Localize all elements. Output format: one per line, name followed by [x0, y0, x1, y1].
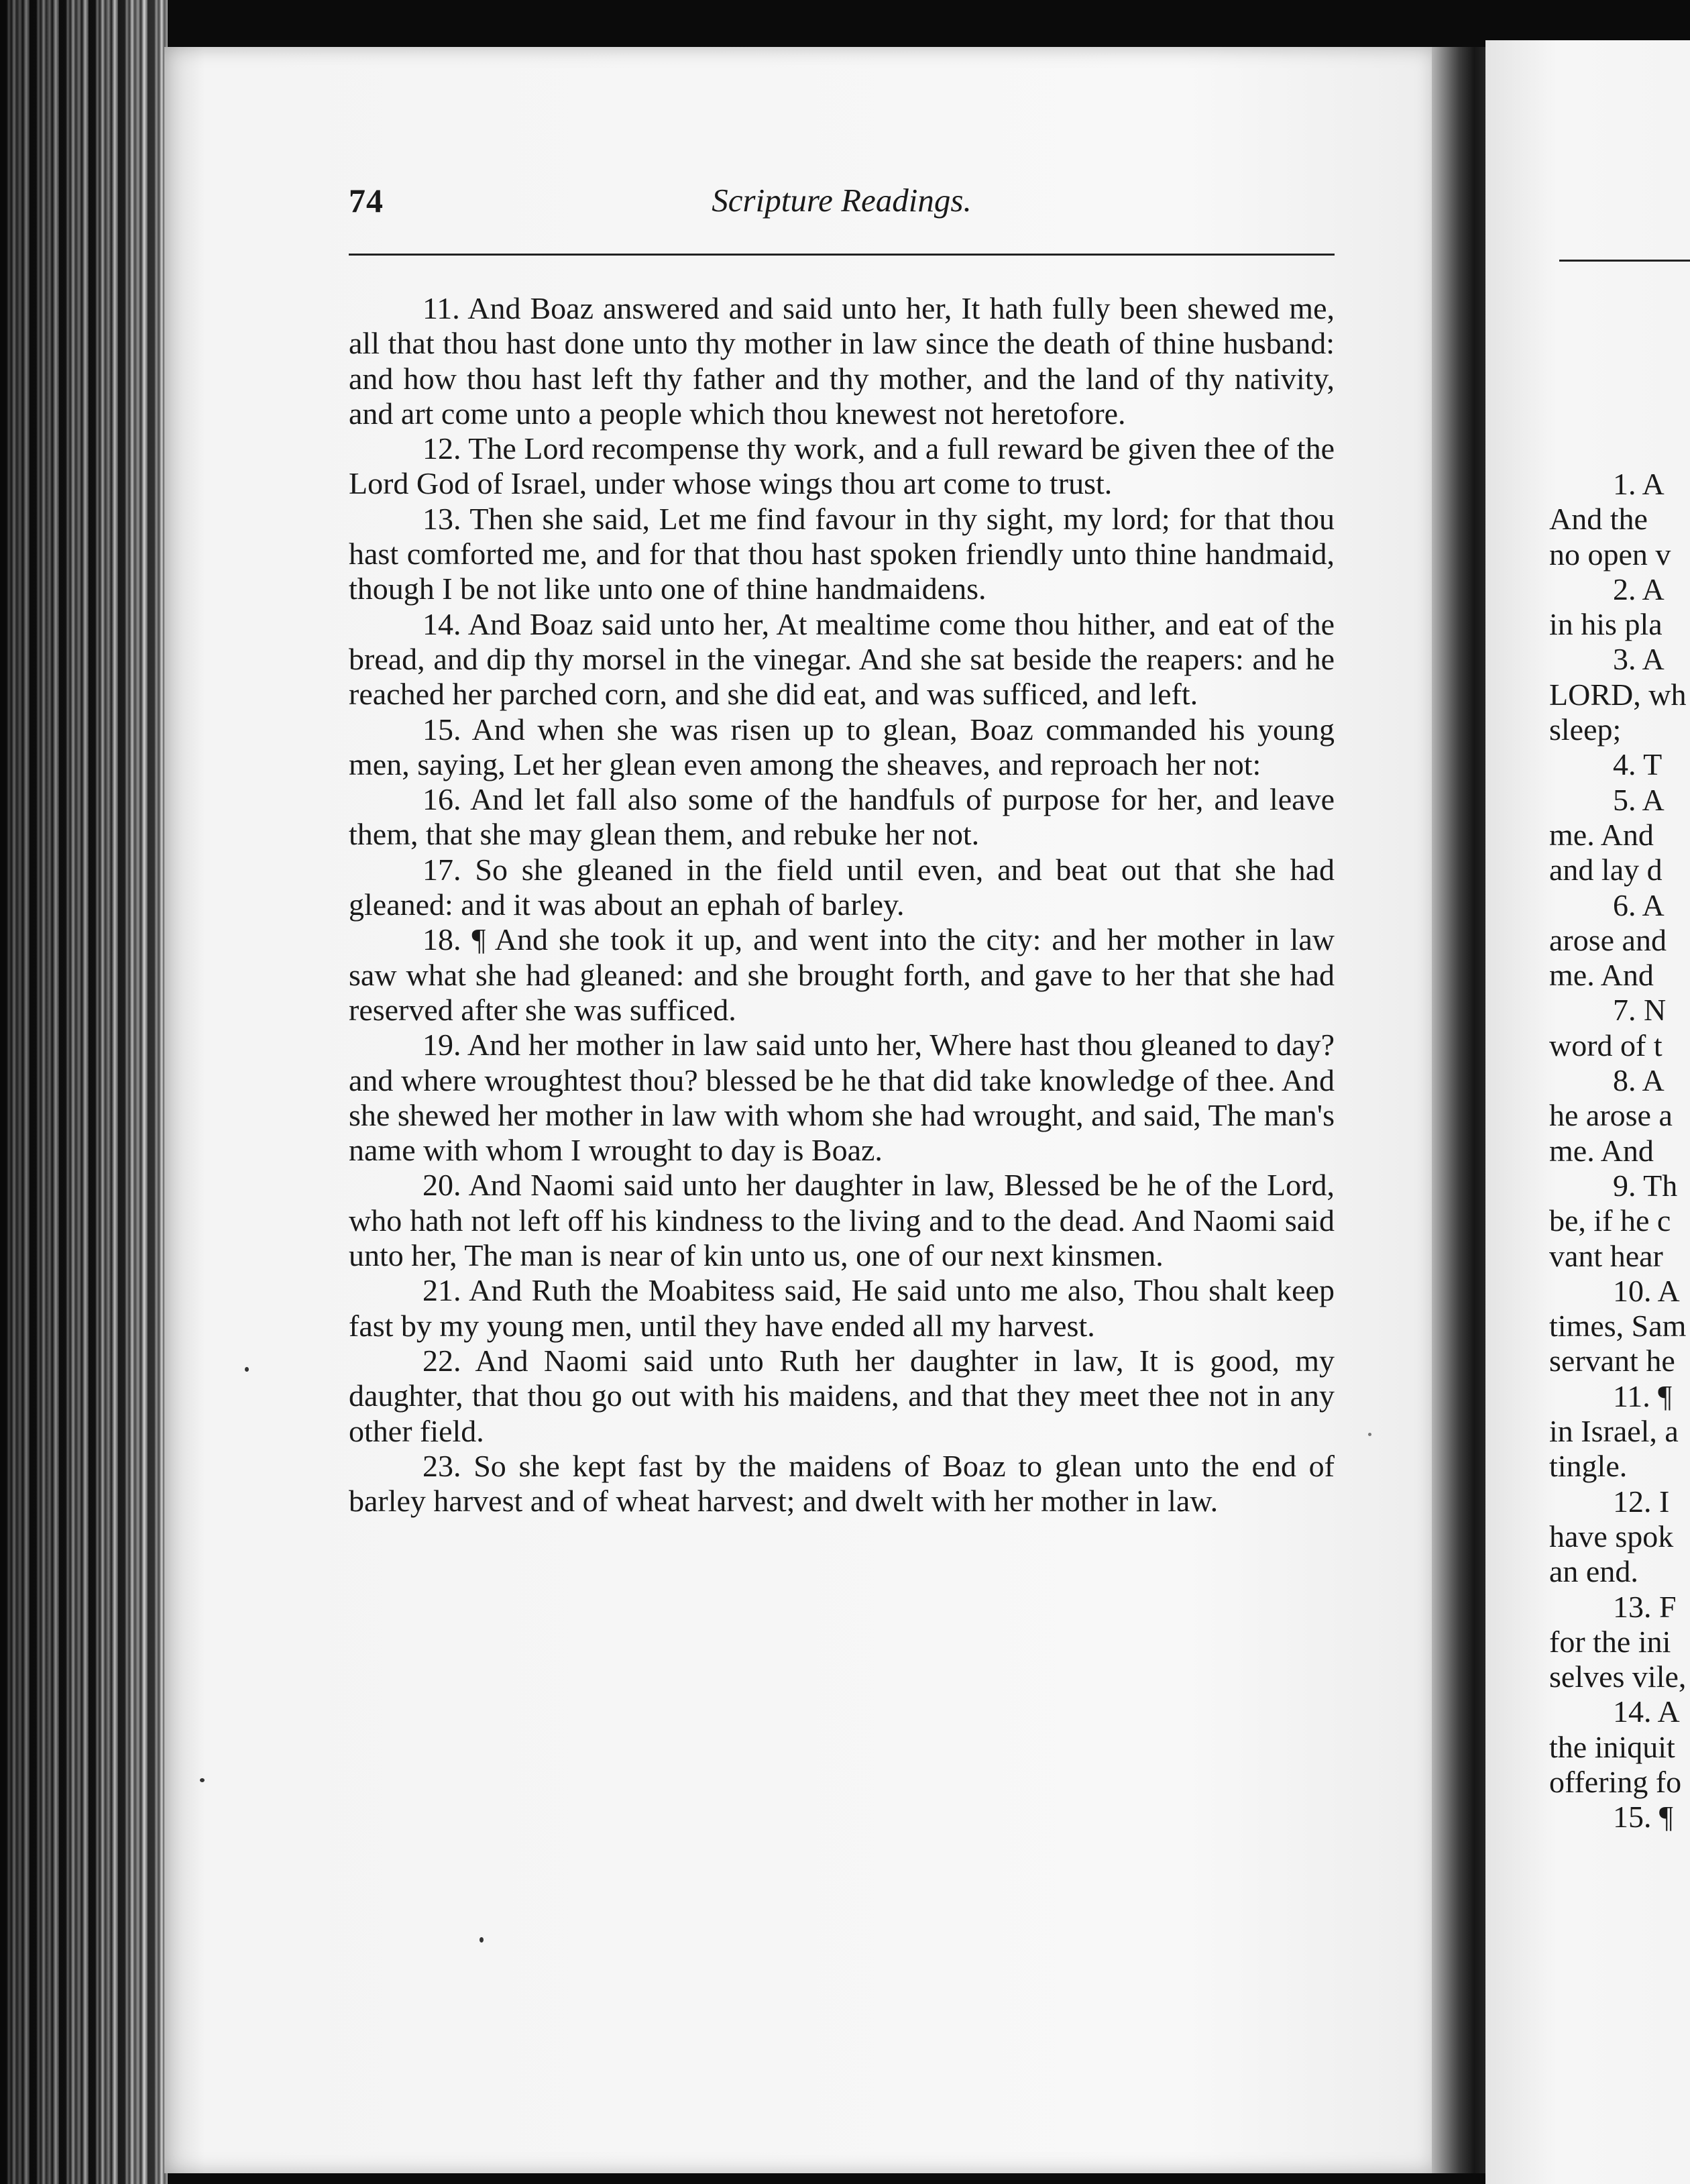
verse: 12. The Lord recompense thy work, and a full reward be given thee of the Lord God of Israel, under whose wings thou art come to trust.: [349, 431, 1335, 501]
print-speck: [480, 1937, 484, 1943]
facing-page-line: 7. N: [1613, 993, 1667, 1028]
facing-page-line: me. And: [1549, 817, 1654, 852]
facing-page-line: 4. T: [1613, 747, 1663, 782]
verse: 23. So she kept fast by the maidens of Boaz to glean unto the end of barley harvest and of wheat harvest; and dwelt with her mother in law.: [349, 1448, 1335, 1519]
facing-page-line: word of t: [1549, 1028, 1663, 1062]
facing-page-line: 8. A: [1613, 1063, 1665, 1098]
facing-page-line: 12. I: [1613, 1484, 1670, 1519]
facing-page-line: an end.: [1549, 1554, 1638, 1589]
book-gutter: [1432, 47, 1492, 2173]
facing-page-text: [1549, 467, 1690, 1835]
facing-page-line: offering fo: [1549, 1764, 1682, 1799]
print-speck: [1368, 1433, 1371, 1436]
page-header: [349, 181, 1335, 235]
page-number: 74: [349, 182, 384, 219]
verse: 18. ¶ And she took it up, and went into the city: and her mother in law saw what she had gleaned: and she brought forth, and gave to her that she had reserved after she was sufficed.: [349, 922, 1335, 1027]
verse: 20. And Naomi said unto her daughter in law, Blessed be he of the Lord, who hath not left off his kindness to the living and to the dead. And Naomi said unto her, The man is near of kin unto us, one of our next kinsmen.: [349, 1168, 1335, 1273]
facing-page-line: me. And: [1549, 958, 1654, 993]
verse: 16. And let fall also some of the handfuls of purpose for her, and leave them, that she may glean them, and rebuke her not.: [349, 782, 1335, 852]
facing-page-line: arose and: [1549, 922, 1667, 957]
facing-page-line: 5. A: [1613, 782, 1665, 817]
facing-page-line: me. And: [1549, 1133, 1654, 1168]
facing-page-line: LORD, wh: [1549, 677, 1687, 712]
facing-page-line: And the: [1549, 502, 1648, 537]
facing-page-line: for the ini: [1549, 1624, 1671, 1659]
verse: 21. And Ruth the Moabitess said, He said unto me also, Thou shalt keep fast by my young men, until they have ended all my harvest.: [349, 1273, 1335, 1343]
book-page-edges: [0, 0, 168, 2184]
running-title: Scripture Readings.: [712, 182, 972, 219]
facing-page-line: 10. A: [1613, 1273, 1680, 1308]
print-speck: [200, 1778, 205, 1782]
header-rule: [349, 254, 1335, 256]
verse: 14. And Boaz said unto her, At mealtime come thou hither, and eat of the bread, and dip thy morsel in the vinegar. And she sat beside the reapers: and he reached her parched corn, and she did eat, and was sufficed, and left.: [349, 606, 1335, 712]
verse: 15. And when she was risen up to glean, Boaz commanded his young men, saying, Let her glean even among the sheaves, and reproach her not:: [349, 712, 1335, 781]
facing-page-line: no open v: [1549, 537, 1671, 571]
facing-page-line: 14. A: [1613, 1694, 1680, 1729]
facing-page-line: selves vile,: [1549, 1659, 1687, 1694]
facing-page-line: vant hear: [1549, 1238, 1663, 1273]
verse: 17. So she gleaned in the field until even, and beat out that she had gleaned: and it was about an ephah of barley.: [349, 852, 1335, 922]
facing-page-line: 9. Th: [1613, 1168, 1678, 1203]
verse-list: [349, 291, 1335, 1519]
facing-page-line: have spok: [1549, 1519, 1674, 1553]
facing-page-line: be, if he c: [1549, 1203, 1671, 1238]
facing-page-header-rule: [1559, 260, 1690, 262]
verse: 11. And Boaz answered and said unto her, It hath fully been shewed me, all that thou hast done unto thy mother in law since the death of thine husband: and how thou hast left thy father and thy mother, and the land of thy nativity, and art come unto a people which thou knewest not heretofore.: [349, 291, 1335, 431]
facing-page-line: in Israel, a: [1549, 1414, 1679, 1449]
facing-page-line: the iniquit: [1549, 1729, 1675, 1764]
facing-page-line: tingle.: [1549, 1449, 1628, 1484]
facing-page-line: 15. ¶: [1613, 1800, 1673, 1835]
facing-page-line: servant he: [1549, 1344, 1675, 1378]
verse: 19. And her mother in law said unto her, Where hast thou gleaned to day? and where wroughtest thou? blessed be he that did take knowledge of thee. And she shewed her mother in law with whom she had wrought, and said, The man's name with whom I wrought to day is Boaz.: [349, 1028, 1335, 1168]
facing-page-line: 2. A: [1613, 571, 1665, 606]
facing-page-line: 13. F: [1613, 1589, 1677, 1624]
facing-page-line: he arose a: [1549, 1098, 1673, 1133]
verse: 22. And Naomi said unto Ruth her daughter in law, It is good, my daughter, that thou go out with his maidens, and that they meet thee not in any other field.: [349, 1343, 1335, 1448]
facing-page-line: sleep;: [1549, 712, 1622, 747]
facing-page-line: times, Sam: [1549, 1309, 1687, 1344]
facing-page-line: in his pla: [1549, 607, 1663, 642]
facing-page-line: 6. A: [1613, 887, 1665, 922]
verse: 13. Then she said, Let me find favour in thy sight, my lord; for that thou hast comforted me, and for that thou hast spoken friendly unto thine handmaid, though I be not like unto one of thine handmaidens.: [349, 501, 1335, 606]
facing-page-line: 1. A: [1613, 467, 1665, 501]
print-speck: [245, 1367, 249, 1372]
facing-page-line: 11. ¶: [1613, 1378, 1673, 1413]
facing-page-line: 3. A: [1613, 642, 1665, 677]
facing-page-line: and lay d: [1549, 853, 1663, 887]
